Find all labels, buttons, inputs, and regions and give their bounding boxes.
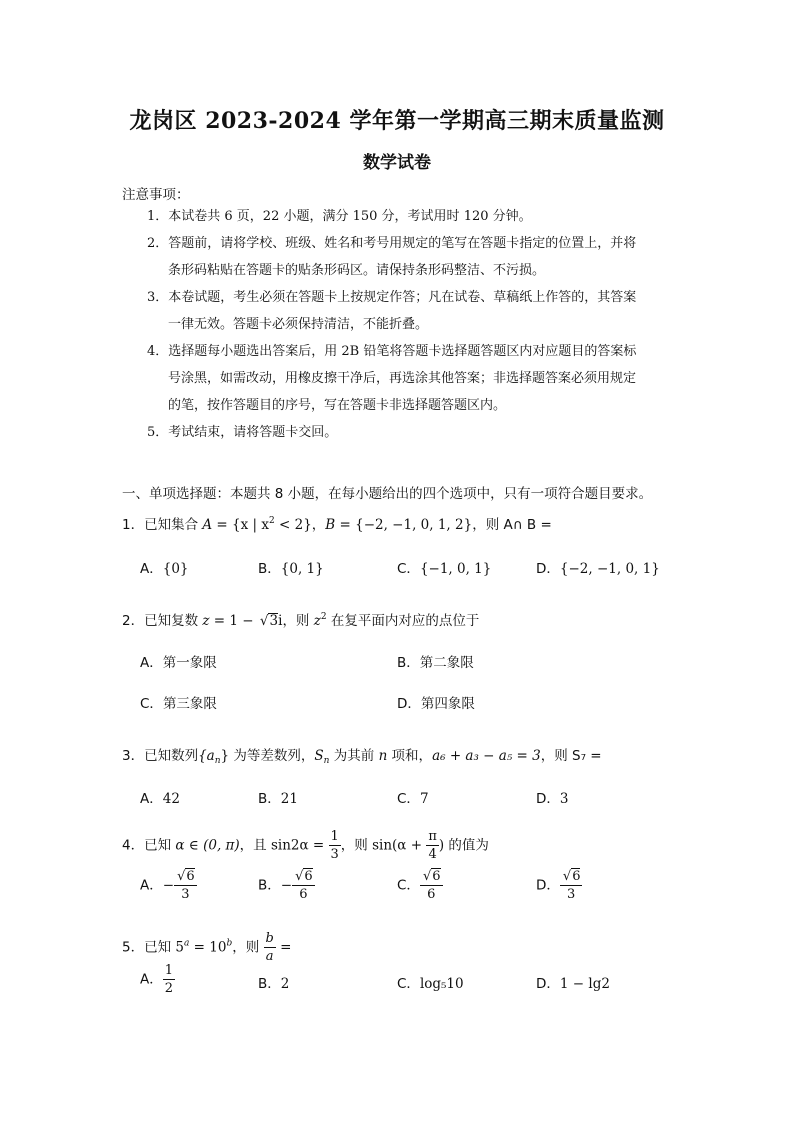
- option-label: A．: [140, 655, 163, 671]
- q4-option-d[interactable]: [536, 868, 582, 903]
- section-heading: 一、单项选择题：本题共 8 小题，在每小题给出的四个选项中，只有一项符合题目要求。: [122, 486, 653, 502]
- fraction-denominator: 2: [164, 981, 174, 996]
- q1-option-c[interactable]: [397, 557, 491, 577]
- fraction-denominator: 6: [427, 887, 436, 902]
- q4-mid2: ，则: [340, 837, 373, 854]
- q2-z2: z: [313, 613, 321, 629]
- fraction-numerator: 1: [330, 829, 339, 844]
- q5-option-a[interactable]: [140, 962, 175, 997]
- option-value: 21: [280, 791, 298, 807]
- note-line-5: 一律无效。答题卡必须保持清洁，不能折叠。: [168, 317, 429, 332]
- option-value: 7: [419, 791, 429, 807]
- option-fraction: [560, 868, 583, 903]
- q3-sn-sub: n: [323, 756, 330, 766]
- option-label: B．: [258, 791, 281, 807]
- q1-option-d[interactable]: [536, 557, 660, 577]
- q1-set-b-body: = {−2, −1, 0, 1, 2}: [335, 517, 473, 533]
- q5-exp-b: b: [226, 938, 233, 949]
- q4-pi-fraction: [426, 828, 439, 863]
- q1-option-b[interactable]: [258, 557, 324, 577]
- q5-base: 5: [175, 939, 184, 956]
- option-value: log₅10: [419, 976, 464, 992]
- q2-z2-sup: 2: [320, 612, 327, 622]
- q1-set-a-tail: < 2}，: [274, 517, 326, 533]
- option-label: C．: [397, 877, 420, 894]
- q5-prefix: 5．已知: [122, 939, 176, 956]
- option-value: 第一象限: [162, 655, 217, 671]
- q2-sqrt: [268, 613, 278, 629]
- option-label: D．: [536, 791, 560, 807]
- exam-title: 龙岗区 2023-2024 学年第一学期高三期末质量监测: [129, 108, 665, 134]
- q2-i: i: [278, 613, 283, 629]
- q2-option-b[interactable]: [397, 651, 474, 671]
- option-value: 1 − lg2: [559, 976, 610, 992]
- option-value: {0, 1}: [280, 561, 324, 577]
- option-fraction: [420, 868, 443, 903]
- note-line-4: 3．本卷试题，考生必须在答题卡上按规定作答；凡在试卷、草稿纸上作答的，其答案: [147, 290, 637, 305]
- q1-set-a-name: A: [202, 517, 213, 533]
- q3-seq-close: }: [220, 748, 230, 764]
- q2-tail: 在复平面内对应的点位于: [326, 613, 480, 629]
- q3-sn: S: [314, 748, 324, 764]
- q1-set-a-sup: 2: [268, 516, 275, 526]
- q4-fraction: [329, 828, 341, 863]
- option-fraction: [163, 962, 175, 997]
- option-label: C．: [397, 976, 420, 992]
- q3-prefix: 3．已知数列: [122, 748, 199, 764]
- q3-option-b[interactable]: [258, 787, 298, 807]
- option-label: D．: [536, 976, 560, 992]
- q3-tail: ，则 S₇ =: [540, 748, 602, 764]
- option-label: A．: [140, 877, 163, 894]
- q1-option-a[interactable]: [140, 557, 189, 577]
- q2-eq: = 1 −: [209, 613, 258, 629]
- q2-option-d[interactable]: [397, 692, 475, 712]
- option-value: {0}: [162, 561, 189, 577]
- fraction-denominator: 6: [299, 887, 308, 902]
- option-label: B．: [258, 976, 281, 992]
- fraction-denominator: 3: [567, 887, 576, 902]
- fraction-numerator: 1: [164, 963, 174, 978]
- option-label: C．: [397, 791, 420, 807]
- option-label: D．: [536, 877, 560, 894]
- q3-mid3: 项和，: [387, 748, 433, 764]
- q5-tail: =: [275, 939, 292, 956]
- option-label: D．: [536, 561, 560, 577]
- q4-tail: 的值为: [444, 837, 489, 854]
- question-2: [122, 609, 479, 629]
- option-value: 42: [162, 791, 180, 807]
- note-line-3: 条形码粘贴在答题卡的贴条形码区。请保持条形码整洁、不污损。: [168, 263, 546, 278]
- option-label: A．: [140, 791, 163, 807]
- q4-mid1: ，且: [239, 837, 271, 854]
- q3-seq-sub: n: [214, 756, 221, 766]
- q3-mid2: 为其前: [329, 748, 379, 764]
- fraction-numerator: b: [265, 931, 274, 946]
- q3-seq: {a: [198, 748, 215, 764]
- option-value: 第四象限: [420, 696, 475, 712]
- fraction-denominator: a: [265, 949, 274, 964]
- q3-mid1: 为等差数列，: [229, 748, 315, 764]
- option-label: B．: [258, 877, 281, 894]
- note-line-7: 号涂黑，如需改动，用橡皮擦干净后，再选涂其他答案；非选择题答案必须用规定: [168, 371, 637, 386]
- option-sign: −: [280, 877, 293, 894]
- q2-mid: ，则: [282, 613, 314, 629]
- q3-option-a[interactable]: [140, 787, 180, 807]
- q4-option-b[interactable]: [258, 868, 315, 903]
- note-line-6: 4．选择题每小题选出答案后，用 2B 铅笔将答题卡选择题答题区内对应题目的答案标: [147, 344, 637, 359]
- q1-set-b-name: B: [325, 517, 336, 533]
- option-label: C．: [397, 561, 420, 577]
- q4-expr: sin(α +: [372, 837, 427, 854]
- q4-expr-close: ): [438, 837, 445, 854]
- option-fraction: [292, 868, 315, 903]
- option-label: C．: [140, 696, 163, 712]
- option-radicand: √ 6: [431, 868, 441, 884]
- q3-eq-a: a: [432, 748, 441, 764]
- fraction-denominator: 3: [330, 847, 339, 862]
- q3-option-d[interactable]: [536, 787, 569, 807]
- q3-option-c[interactable]: [397, 787, 429, 807]
- q1-prefix: 1．已知集合: [122, 517, 203, 533]
- option-radicand: √ 6: [303, 868, 313, 884]
- option-label: D．: [397, 696, 421, 712]
- option-label: B．: [397, 655, 420, 671]
- option-radicand: √ 6: [185, 868, 195, 884]
- fraction-denominator: 4: [428, 847, 437, 862]
- note-line-9: 5．考试结束，请将答题卡交回。: [147, 425, 338, 440]
- q5-option-b[interactable]: [258, 972, 289, 992]
- question-1: [122, 513, 552, 533]
- q1-tail: ，则 A∩ B =: [472, 517, 552, 533]
- option-radicand: √ 6: [571, 868, 581, 884]
- q2-option-c[interactable]: [140, 692, 217, 712]
- exam-subtitle: 数学试卷: [363, 153, 431, 173]
- q4-cond1: α ∈ (0, π): [175, 837, 240, 854]
- q1-set-a-body: = {x | x: [212, 517, 269, 533]
- option-label: A．: [140, 971, 163, 988]
- option-label: B．: [258, 561, 281, 577]
- q4-option-c[interactable]: [397, 868, 443, 903]
- q5-option-c[interactable]: [397, 972, 464, 992]
- q2-prefix: 2．已知复数: [122, 613, 203, 629]
- q5-exp-a: a: [183, 938, 190, 949]
- question-5: [122, 930, 291, 965]
- option-value: {−1, 0, 1}: [419, 561, 492, 577]
- question-4: [122, 828, 489, 863]
- option-sign: −: [162, 877, 175, 894]
- option-label: A．: [140, 561, 163, 577]
- option-value: {−2, −1, 0, 1}: [559, 561, 660, 577]
- q2-radicand: 3: [269, 613, 279, 629]
- option-value: 第二象限: [419, 655, 474, 671]
- q5-eq: = 10: [189, 939, 227, 956]
- q5-fraction: [264, 930, 276, 965]
- option-fraction: [174, 868, 197, 903]
- option-value: 2: [280, 976, 290, 992]
- question-3: [122, 744, 602, 766]
- option-value: 3: [559, 791, 569, 807]
- fraction-denominator: 3: [181, 887, 190, 902]
- fraction-numerator: π: [428, 829, 437, 844]
- note-line-1: 1．本试卷共 6 页，22 小题，满分 150 分，考试用时 120 分钟。: [147, 209, 532, 224]
- q4-prefix: 4．已知: [122, 837, 176, 854]
- q2-option-a[interactable]: [140, 651, 217, 671]
- q5-mid: ，则: [232, 939, 264, 956]
- option-value: 第三象限: [162, 696, 217, 712]
- q2-z: z: [202, 613, 210, 629]
- q4-option-a[interactable]: [140, 868, 197, 903]
- note-line-8: 的笔，按作答题目的序号，写在答题卡非选择题答题区内。: [168, 398, 507, 413]
- q5-option-d[interactable]: [536, 972, 610, 992]
- q3-eq-parts: ₆ + a₃ − a₅ = 3: [440, 748, 541, 764]
- q4-cond2: sin2α =: [270, 837, 329, 854]
- note-line-2: 2．答题前，请将学校、班级、姓名和考号用规定的笔写在答题卡指定的位置上，并将: [147, 236, 637, 251]
- notes-heading: 注意事项：: [122, 187, 190, 203]
- q3-n: n: [378, 748, 388, 764]
